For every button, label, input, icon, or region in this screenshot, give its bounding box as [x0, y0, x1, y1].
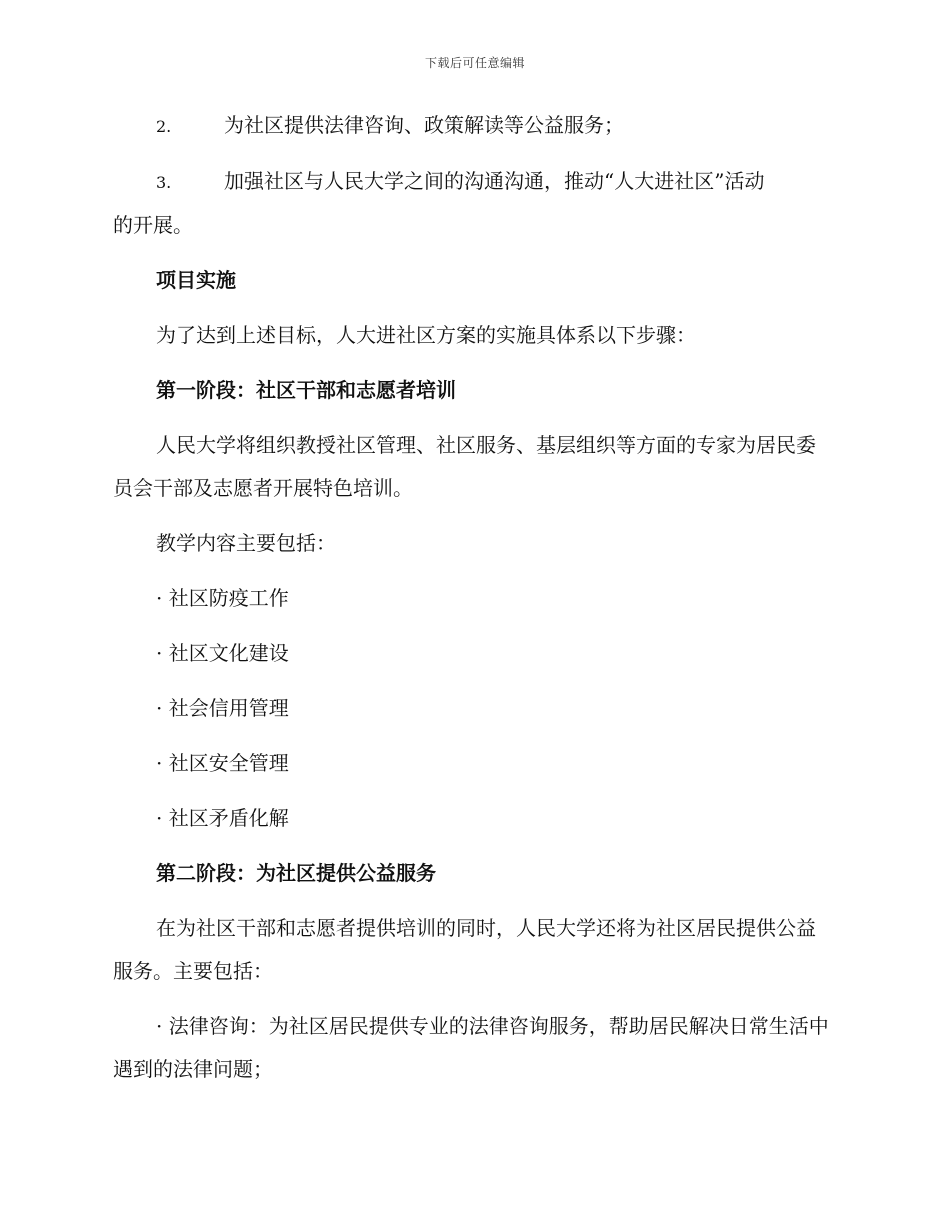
- section-heading-implementation: 项目实施: [156, 268, 236, 292]
- phase1-paragraph: 人民大学将组织教授社区管理、社区服务、基层组织等方面的专家为居民委员会干部及志愿者开展特色培训。: [113, 433, 816, 500]
- phase2-paragraph: 在为社区干部和志愿者提供培训的同时，人民大学还将为社区居民提供公益服务。主要包括：: [113, 916, 816, 983]
- list-item-3-continuation: 的开展。: [113, 213, 193, 237]
- teaching-intro: 教学内容主要包括：: [156, 531, 336, 555]
- bullet-item: · 社区文化建设: [156, 641, 289, 665]
- page-header: 下载后可任意编辑: [424, 56, 525, 70]
- list-number: 2.: [156, 117, 172, 136]
- implementation-intro: 为了达到上述目标，人大进社区方案的实施具体系以下步骤：: [156, 323, 696, 347]
- bullet-legal-consultation: · 法律咨询：为社区居民提供专业的法律咨询服务，帮助居民解决日常生活中遇到的法律问题；: [113, 1014, 829, 1081]
- document-body: [113, 104, 835, 1103]
- phase2-heading: 第二阶段：为社区提供公益服务: [156, 861, 436, 885]
- list-item-2: [113, 104, 835, 148]
- list-item-3: [113, 160, 835, 204]
- bullet-item: · 社区防疫工作: [156, 586, 289, 610]
- bullet-item: · 社区安全管理: [156, 751, 289, 775]
- list-item-text: 加强社区与人民大学之间的沟通沟通，推动“人大进社区”活动: [224, 169, 765, 193]
- list-number: 3.: [156, 173, 172, 192]
- list-item-text: 为社区提供法律咨询、政策解读等公益服务；: [224, 113, 624, 137]
- bullet-item: · 社会信用管理: [156, 696, 289, 720]
- phase1-heading: 第一阶段：社区干部和志愿者培训: [156, 378, 456, 402]
- bullet-item: · 社区矛盾化解: [156, 806, 289, 830]
